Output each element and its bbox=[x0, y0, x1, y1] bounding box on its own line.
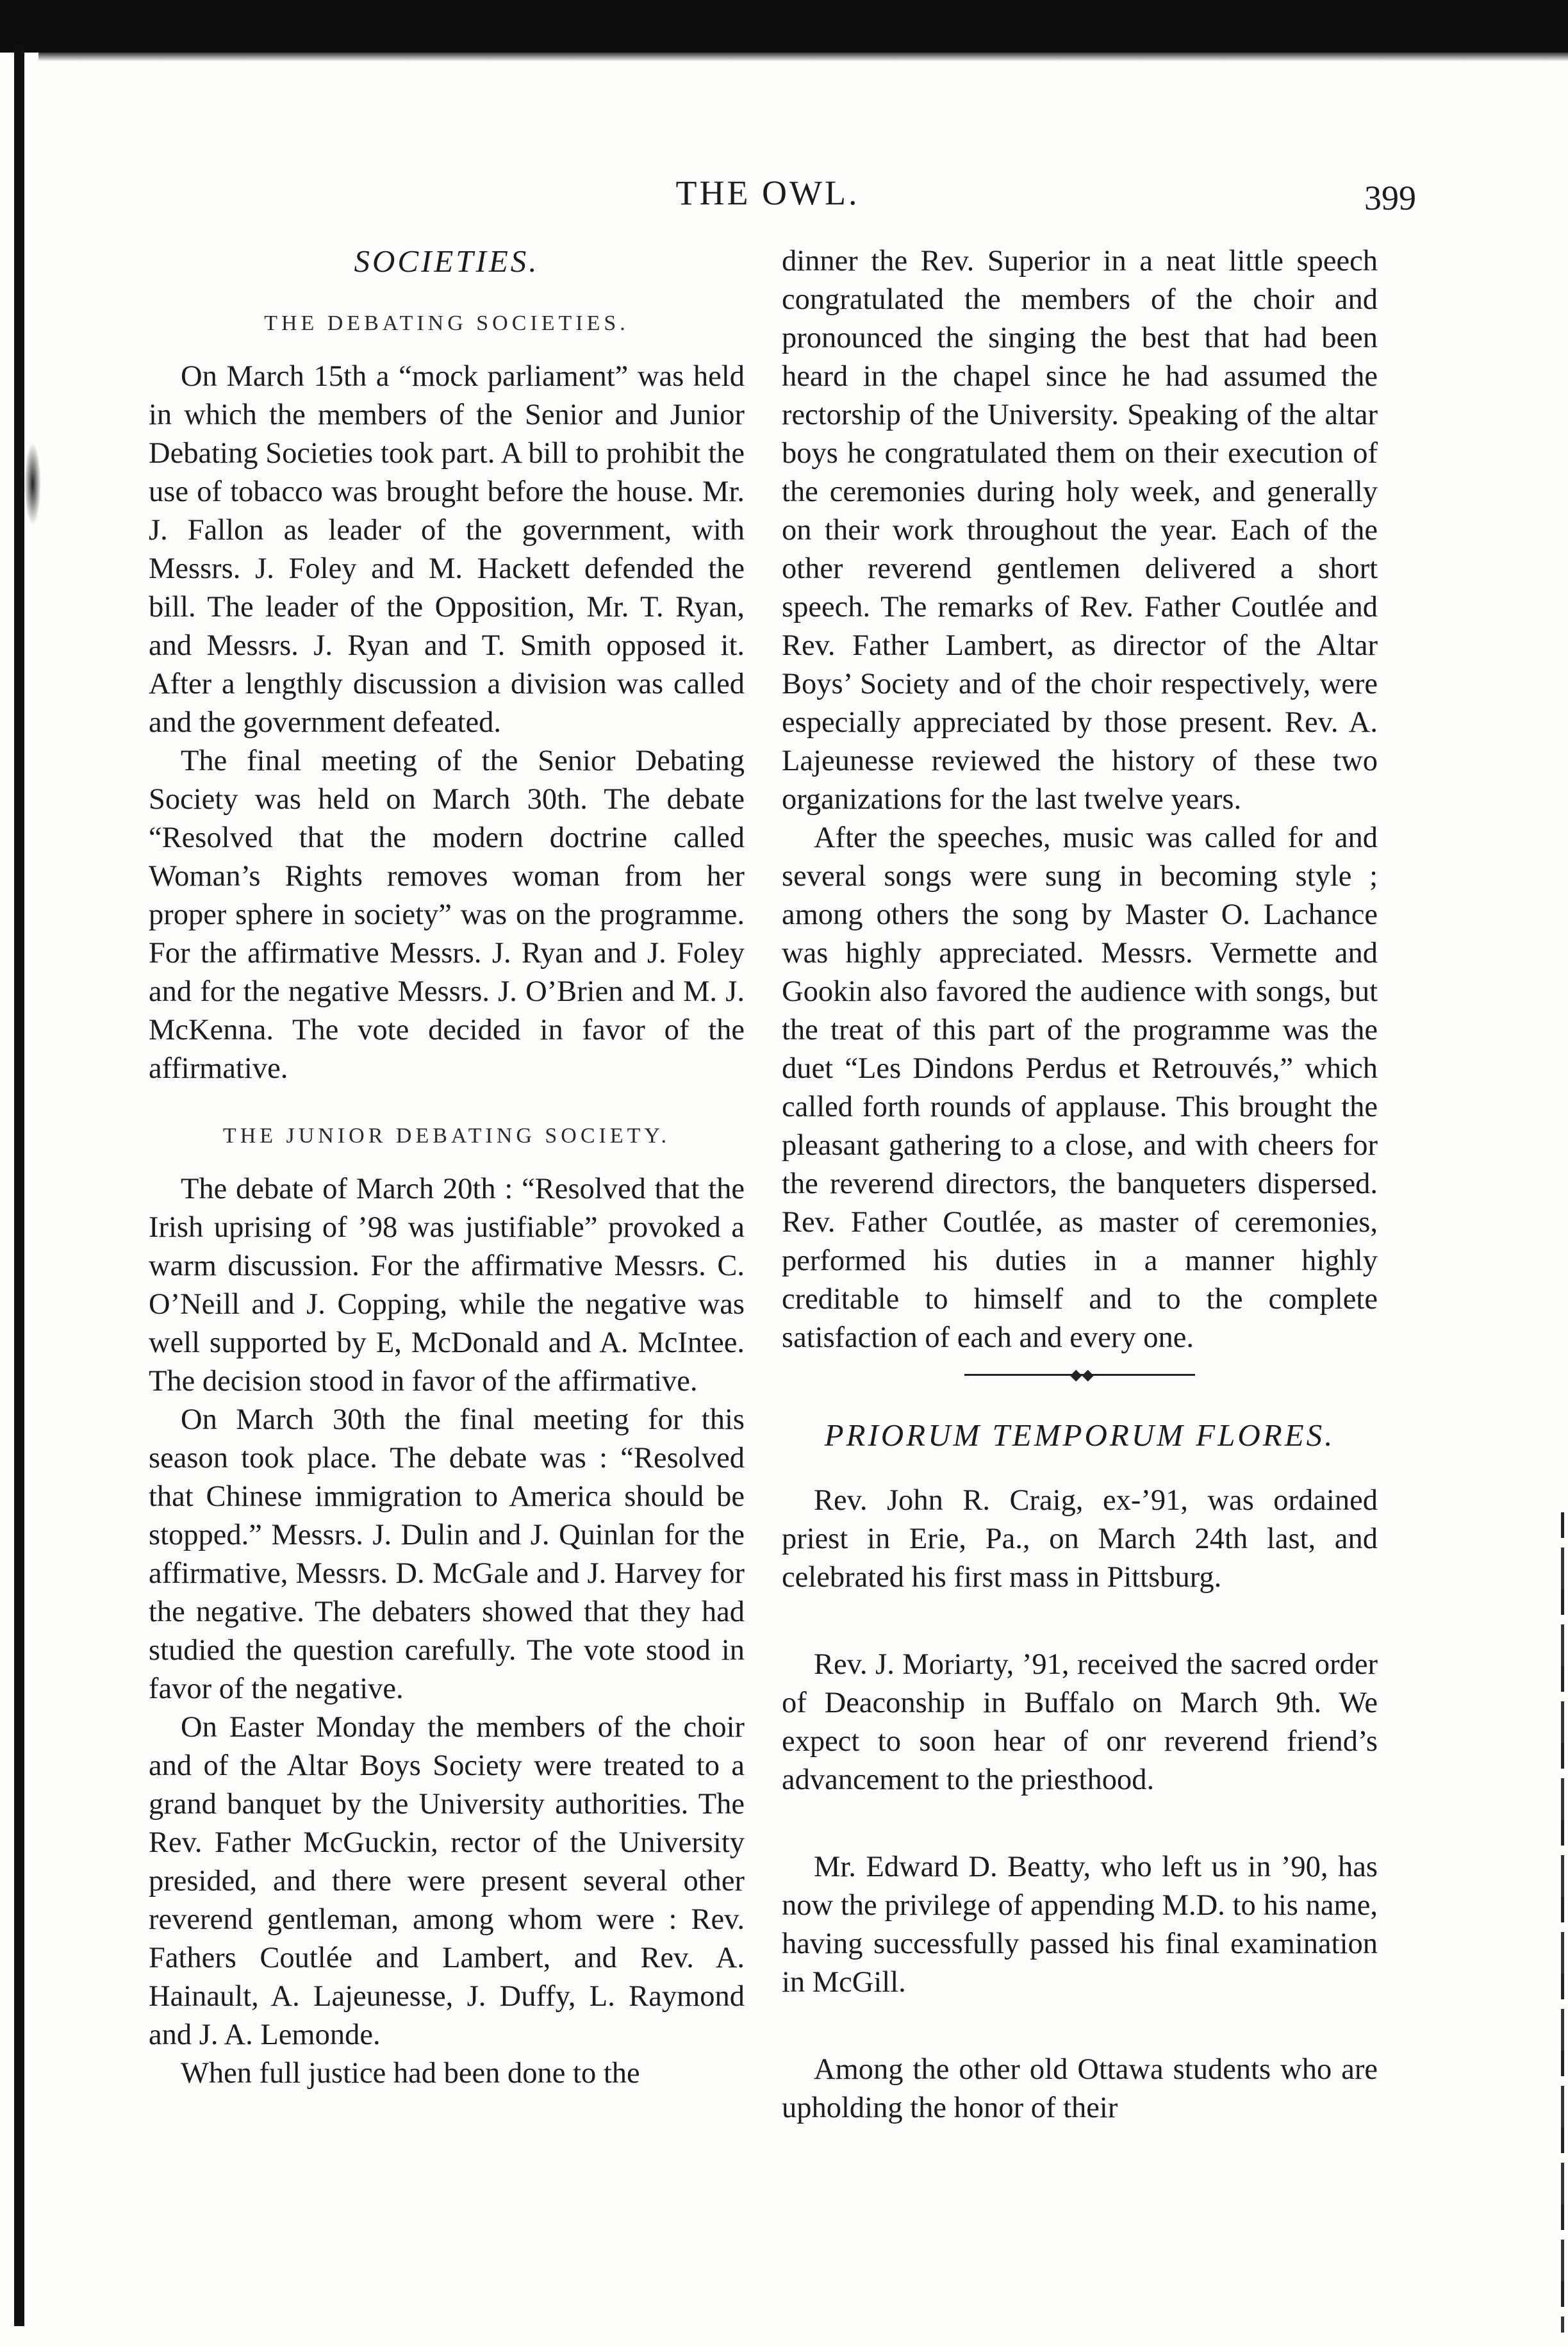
page-number: 399 bbox=[1364, 179, 1416, 217]
paragraph: On March 30th the final meeting for this season took place. The debate was : “Resolved that Chinese immigration to America should be stopped.” Messrs. J. Dulin and J. Quinlan for the affirmative, Messrs. D. McGale and J. Harvey for the negative. The debaters showed that they had studied the question carefully. The vote stood in favor of the negative. bbox=[149, 1403, 745, 1705]
right-column bbox=[782, 242, 1378, 2127]
paragraph: The final meeting of the Senior Debating Society was held on March 30th. The debate “Resolved that the modern doctrine called Woman’s Rights removes woman from her proper sphere in society” was on the programme. For the affirmative Messrs. J. Ryan and J. Foley and for the negative Messrs. J. O’Brien and M. J. McKenna. The vote decided in favor of the affirmative. bbox=[149, 745, 745, 1085]
paragraph: After the speeches, music was called for and several songs were sung in becoming style ; among others the song by Master O. Lachance was highly appreciated. Messrs. Vermette and Gookin also favored the audience with songs, but the treat of this part of the programme was the duet “Les Dindons Perdus et Retrouvés,” which called forth rounds of applause. This brought the pleasant gathering to a close, and with cheers for the reverend directors, the banqueters dispersed. Rev. Father Coutlée, as master of ceremonies, performed his duties in a manner highly creditable to himself and to the complete satisfaction of each and every one. bbox=[782, 822, 1378, 1354]
paragraph: When full justice had been done to the bbox=[181, 2057, 640, 2090]
scan-smudge bbox=[24, 442, 41, 525]
scan-border-left bbox=[14, 45, 24, 2326]
paragraph: Among the other old Ottawa students who are upholding the honor of their bbox=[782, 2053, 1378, 2124]
paragraph: The debate of March 20th : “Resolved that the Irish uprising of ’98 was justifiable” provoked a warm discussion. For the affirmative Messrs. C. O’Neill and J. Copping, while the negative was well supported by E, McDonald and A. McIntee. The decision stood in favor of the affirmative. bbox=[149, 1173, 745, 1398]
paragraph: Rev. J. Moriarty, ’91, received the sacred order of Deaconship in Buffalo on March 9th. We expect to soon hear of onr reverend friend’s advancement to the priesthood. bbox=[782, 1648, 1378, 1796]
section-title-priorum-temporum-flores: PRIORUM TEMPORUM FLORES. bbox=[824, 1417, 1335, 1453]
scan-border-top bbox=[0, 0, 1568, 53]
subheading-junior-debating-society: THE JUNIOR DEBATING SOCIETY. bbox=[222, 1124, 671, 1148]
scan-border-right bbox=[1561, 1512, 1564, 2333]
paragraph: On Easter Monday the members of the choir and of the Altar Boys Society were treated to a grand banquet by the University authorities. The Rev. Father McGuckin, rector of the University presided, and there were present several other reverend gentleman, among whom were : Rev. Fathers Coutlée and Lambert, and Rev. A. Hainault, A. Lajeunesse, J. Duffy, L. Raymond and J. A. Lemonde. bbox=[149, 1711, 745, 2051]
ornament-icon: ◆◆ bbox=[1070, 1367, 1094, 1384]
left-column bbox=[149, 242, 745, 2093]
section-title-societies: SOCIETIES. bbox=[354, 244, 540, 279]
subheading-debating-societies: THE DEBATING SOCIETIES. bbox=[264, 311, 629, 335]
paragraph: Rev. John R. Craig, ex-’91, was ordained priest in Erie, Pa., on March 24th last, and celebrated his first mass in Pittsburg. bbox=[782, 1484, 1378, 1594]
section-divider-rule bbox=[782, 1365, 1378, 1384]
paragraph: On March 15th a “mock parliament” was held in which the members of the Senior and Junior Debating Societies took part. A bill to prohibit the use of tobacco was brought before the house. Mr. J. Fallon as leader of the government, with Messrs. J. Foley and M. Hackett defended the bill. The leader of the Opposition, Mr. T. Ryan, and Messrs. J. Ryan and T. Smith opposed it. After a lengthly discussion a division was called and the government defeated. bbox=[149, 360, 745, 739]
paragraph: Mr. Edward D. Beatty, who left us in ’90, has now the privilege of appending M.D. to his name, having successfully passed his final examination in McGill. bbox=[782, 1851, 1378, 1999]
running-head: THE OWL. bbox=[675, 174, 860, 212]
paragraph: dinner the Rev. Superior in a neat little speech congratulated the members of the choir and pronounced the singing the best that had been heard in the chapel since he had assumed the rectorship of the University. Speaking of the altar boys he congratulated them on their execution of the ceremonies during holy week, and generally on their work throughout the year. Each of the other reverend gentlemen delivered a short speech. The remarks of Rev. Father Coutlée and Rev. Father Lambert, as director of the Altar Boys’ Society and of the choir respectively, were especially appreciated by those present. Rev. A. Lajeunesse reviewed the history of these two organizations for the last twelve years. bbox=[782, 245, 1378, 816]
